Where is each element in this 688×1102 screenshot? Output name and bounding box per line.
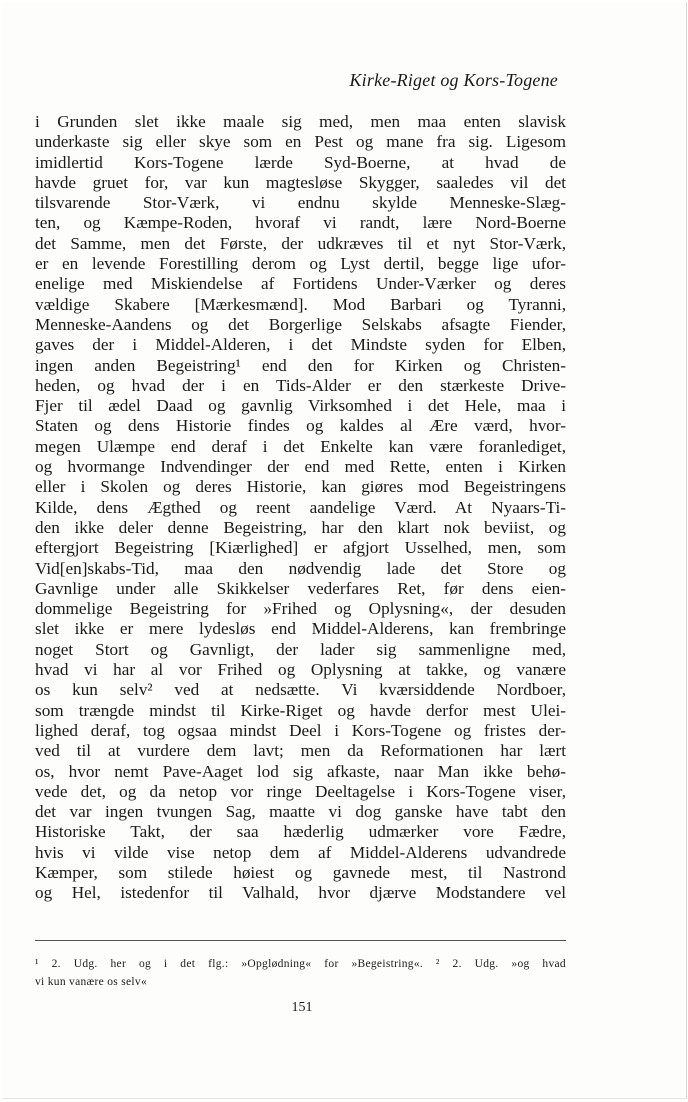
body-line: enelige med Miskiendelse af Fortidens Under-Værker og deres bbox=[35, 274, 566, 294]
body-line: imidlertid Kors-Togene lærde Syd-Boerne, at hvad de bbox=[35, 152, 566, 172]
body-line: det Samme, men det Første, der udkræves til et nyt Stor-Værk, bbox=[35, 233, 566, 253]
body-line: Fjer til ædel Daad og gavnlig Virksomhed i det Hele, maa i bbox=[35, 396, 566, 416]
body-line: og hvormange Indvendinger der end med Rette, enten i Kirken bbox=[35, 457, 566, 477]
body-line: underkaste sig eller skye som en Pest og mane fra sig. Ligesom bbox=[35, 132, 566, 152]
footnote-line: ¹ 2. Udg. her og i det flg.: »Opglødning« for »Begeistring«. ² 2. Udg. »og hvad bbox=[35, 958, 566, 970]
body-line: den ikke deler denne Begeistring, har den klart nok beviist, og bbox=[35, 517, 566, 537]
body-line: og Hel, istedenfor til Valhald, hvor djærve Modstandere vel bbox=[35, 883, 566, 903]
body-line: gaves der i Middel-Alderen, i det Mindste syden for Elben, bbox=[35, 335, 566, 355]
body-text bbox=[35, 112, 566, 904]
body-line: Staten og dens Historie findes og kaldes al Ære værd, hvor- bbox=[35, 416, 566, 436]
body-line: Kæmper, som stilede høiest og gavnede mest, til Nastrond bbox=[35, 862, 566, 882]
footnote-rule bbox=[35, 940, 566, 941]
body-line: lighed deraf, tog ogsaa mindst Deel i Kors-Togene og fristes der- bbox=[35, 720, 566, 740]
body-line: Vid[en]skabs-Tid, maa den nødvendig lade det Store og bbox=[35, 558, 566, 578]
body-line: vældige Skabere [Mærkesmænd]. Mod Barbari og Tyranni, bbox=[35, 294, 566, 314]
body-line: ved til at vurdere dem lavt; men da Reformationen har lært bbox=[35, 741, 566, 761]
body-line: heden, og hvad der i en Tids-Alder er den stærkeste Drive- bbox=[35, 375, 566, 395]
body-line: vede det, og da netop vor ringe Deeltagelse i Kors-Togene viser, bbox=[35, 781, 566, 801]
body-line: eller i Skolen og deres Historie, kan giøres mod Begeistringens bbox=[35, 477, 566, 497]
body-line: megen Ulæmpe end deraf i det Enkelte kan være foranlediget, bbox=[35, 436, 566, 456]
body-line: eftergjort Begeistring [Kiærlighed] er afgjort Usselhed, men, som bbox=[35, 538, 566, 558]
body-line: er en levende Forestilling derom og Lyst dertil, begge lige ufor- bbox=[35, 254, 566, 274]
body-line: os kun selv² ved at nedsætte. Vi kværsiddende Nordboer, bbox=[35, 680, 566, 700]
body-line: hvad vi har al vor Frihed og Oplysning at takke, og vanære bbox=[35, 660, 566, 680]
body-line: Menneske-Aandens og det Borgerlige Selskabs afsagte Fiender, bbox=[35, 314, 566, 334]
book-page bbox=[2, 2, 687, 1099]
page-number: 151 bbox=[291, 1000, 313, 1015]
body-line: som trængde mindst til Kirke-Riget og havde derfor mest Ulei- bbox=[35, 700, 566, 720]
body-line: noget Stort og Gavnligt, der lader sig sammenligne med, bbox=[35, 639, 566, 659]
body-line: ingen anden Begeistring¹ end den for Kirken og Christen- bbox=[35, 355, 566, 375]
body-line: i Grunden slet ikke maale sig med, men maa enten slavisk bbox=[35, 112, 566, 131]
body-line: Kilde, dens Ægthed og reent aandelige Værd. At Nyaars-Ti- bbox=[35, 497, 566, 517]
running-head: Kirke-Riget og Kors-Togene bbox=[349, 70, 558, 90]
body-line: dommelige Begeistring for »Frihed og Oplysning«, der desuden bbox=[35, 599, 566, 619]
body-line: tilsvarende Stor-Værk, vi endnu skylde Menneske-Slæg- bbox=[35, 193, 566, 213]
body-line: Gavnlige under alle Skikkelser vederfares Ret, før dens eien- bbox=[35, 578, 566, 598]
body-line: havde gruet for, var kun magtesløse Skygger, saaledes vil det bbox=[35, 172, 566, 192]
footnote-line: vi kun vanære os selv« bbox=[35, 976, 148, 988]
body-line: Historiske Takt, der saa hæderlig udmærker vore Fædre, bbox=[35, 822, 566, 842]
body-line: ten, og Kæmpe-Roden, hvoraf vi randt, lære Nord-Boerne bbox=[35, 213, 566, 233]
body-line: det var ingen tvungen Sag, maatte vi dog ganske have tabt den bbox=[35, 802, 566, 822]
footnotes bbox=[35, 955, 566, 991]
body-line: hvis vi vilde vise netop dem af Middel-Alderens udvandrede bbox=[35, 842, 566, 862]
body-line: os, hvor nemt Pave-Aaget lod sig afkaste, naar Man ikke behø- bbox=[35, 761, 566, 781]
body-line: slet ikke er mere lydesløs end Middel-Alderens, kan frembringe bbox=[35, 619, 566, 639]
